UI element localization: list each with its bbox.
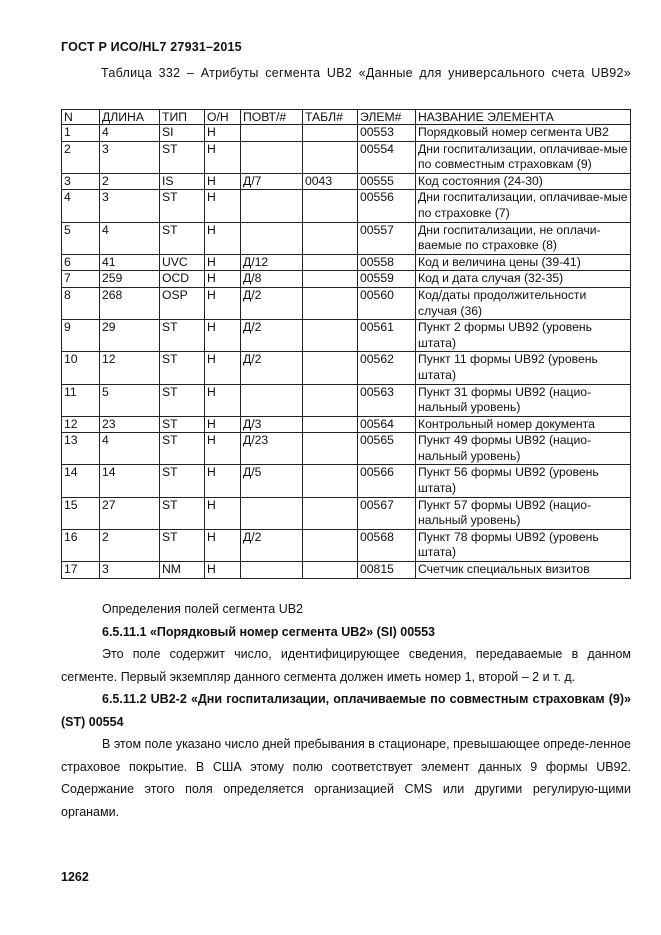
table-cell: Н (205, 562, 241, 579)
table-cell: 268 (100, 287, 160, 319)
table-cell: 6 (62, 254, 100, 271)
table-cell: 00553 (358, 125, 416, 142)
table-row (62, 125, 631, 142)
table-cell (241, 190, 303, 222)
table-cell (303, 352, 358, 384)
table-row (62, 352, 631, 384)
table-cell: 00556 (358, 190, 416, 222)
table-cell: 29 (100, 320, 160, 352)
table-row (62, 465, 631, 497)
table-cell: Пункт 49 формы UB92 (нацио-нальный уровень) (416, 433, 631, 465)
table-cell: 3 (100, 141, 160, 173)
table-cell (303, 433, 358, 465)
table-cell: ST (160, 433, 205, 465)
table-cell (241, 222, 303, 254)
table-cell: 00564 (358, 416, 416, 433)
table-cell: 3 (62, 173, 100, 190)
table-cell: Н (205, 254, 241, 271)
table-row (62, 173, 631, 190)
table-cell: Код и величина цены (39-41) (416, 254, 631, 271)
col-header-element-name: НАЗВАНИЕ ЭЛЕМЕНТА (416, 110, 631, 125)
table-cell: ST (160, 497, 205, 529)
table-cell: 00561 (358, 320, 416, 352)
table-cell: Дни госпитализации, не оплачи-ваемые по страховке (8) (416, 222, 631, 254)
table-cell (303, 190, 358, 222)
table-cell: 8 (62, 287, 100, 319)
table-cell: 00567 (358, 497, 416, 529)
table-cell: 15 (62, 497, 100, 529)
table-caption-text: Таблица 332 – Атрибуты сегмента UB2 «Данные для универсального счета UB92» (101, 66, 631, 80)
table-cell: Н (205, 125, 241, 142)
table-cell: Пункт 31 формы UB92 (нацио-нальный уровень) (416, 384, 631, 416)
table-cell (303, 320, 358, 352)
table-cell: Пункт 78 формы UB92 (уровень штата) (416, 529, 631, 561)
table-cell: Н (205, 433, 241, 465)
table-cell: 00555 (358, 173, 416, 190)
table-cell: Н (205, 497, 241, 529)
table-cell: 12 (100, 352, 160, 384)
col-header-n: N (62, 110, 100, 125)
table-cell: Н (205, 465, 241, 497)
table-cell: 14 (62, 465, 100, 497)
table-cell: 13 (62, 433, 100, 465)
table-cell: 1 (62, 125, 100, 142)
table-cell: 11 (62, 384, 100, 416)
table-cell: 3 (100, 562, 160, 579)
table-row (62, 384, 631, 416)
table-cell: ST (160, 190, 205, 222)
table-cell: IS (160, 173, 205, 190)
table-cell: 00554 (358, 141, 416, 173)
table-cell (303, 222, 358, 254)
table-row (62, 222, 631, 254)
table-cell: 16 (62, 529, 100, 561)
table-cell: Д/12 (241, 254, 303, 271)
table-cell: 4 (100, 222, 160, 254)
table-cell: 00563 (358, 384, 416, 416)
table-cell: 12 (62, 416, 100, 433)
table-row (62, 529, 631, 561)
table-cell (303, 562, 358, 579)
table-header-row (62, 110, 631, 125)
table-cell: Д/23 (241, 433, 303, 465)
table-cell: 2 (100, 173, 160, 190)
table-cell: Н (205, 271, 241, 288)
table-cell: 00565 (358, 433, 416, 465)
table-cell (303, 529, 358, 561)
col-header-length: ДЛИНА (100, 110, 160, 125)
table-cell: 4 (62, 190, 100, 222)
col-header-opt: О/Н (205, 110, 241, 125)
table-cell: 4 (100, 125, 160, 142)
section-6-5-11-2-title: 6.5.11.2 UB2-2 «Дни госпитализации, оплачиваемые по совместным страховкам (9)» (ST) 00554 (61, 692, 631, 729)
document-header: ГОСТ Р ИСО/HL7 27931–2015 (61, 40, 242, 54)
table-cell: Н (205, 287, 241, 319)
table-cell: Пункт 11 формы UB92 (уровень штата) (416, 352, 631, 384)
table-cell (241, 562, 303, 579)
section-6-5-11-1-title: 6.5.11.1 «Порядковый номер сегмента UB2» (SI) 00553 (102, 624, 436, 639)
table-cell: ST (160, 141, 205, 173)
attributes-table (61, 109, 631, 579)
table-cell: Д/8 (241, 271, 303, 288)
table-cell: 00557 (358, 222, 416, 254)
table-cell: Н (205, 320, 241, 352)
table-cell: Код и дата случая (32-35) (416, 271, 631, 288)
table-cell: 10 (62, 352, 100, 384)
col-header-element: ЭЛЕМ# (358, 110, 416, 125)
table-row (62, 271, 631, 288)
table-row (62, 141, 631, 173)
table-cell: 41 (100, 254, 160, 271)
table-cell: ST (160, 320, 205, 352)
section-6-5-11-2-text: В этом поле указано число дней пребывания в стационаре, превышающее опреде-ленное страховое покрытие. В США этому полю соответствует элемент данных 9 формы UB92. Содержание этого поля определяется организацией CMS или другими регулирую-щими органами. (61, 737, 631, 819)
table-cell: Д/7 (241, 173, 303, 190)
table-cell: 00558 (358, 254, 416, 271)
table-row (62, 433, 631, 465)
table-cell (303, 141, 358, 173)
table-row (62, 287, 631, 319)
table-cell: 2 (100, 529, 160, 561)
table-cell: 14 (100, 465, 160, 497)
table-cell (303, 254, 358, 271)
table-cell: UVC (160, 254, 205, 271)
table-cell: Пункт 56 формы UB92 (уровень штата) (416, 465, 631, 497)
table-cell: 00560 (358, 287, 416, 319)
table-cell: Контрольный номер документа (416, 416, 631, 433)
table-cell: 00562 (358, 352, 416, 384)
table-cell: Н (205, 173, 241, 190)
col-header-type: ТИП (160, 110, 205, 125)
table-cell: Дни госпитализации, оплачивае-мые по совместным страховкам (9) (416, 141, 631, 173)
table-cell: 3 (100, 190, 160, 222)
table-cell: ST (160, 529, 205, 561)
section-6-5-11-1-text: Это поле содержит число, идентифицирующее сведения, передаваемые в данном сегменте. Первый экземпляр данного сегмента должен иметь номер 1, второй – 2 и т. д. (61, 647, 631, 684)
table-cell: 2 (62, 141, 100, 173)
table-cell: 00566 (358, 465, 416, 497)
table-cell (241, 141, 303, 173)
table-cell: 259 (100, 271, 160, 288)
table-cell: Пункт 57 формы UB92 (нацио-нальный уровень) (416, 497, 631, 529)
table-row (62, 320, 631, 352)
table-cell: Д/3 (241, 416, 303, 433)
table-cell: OSP (160, 287, 205, 319)
table-cell: Д/2 (241, 529, 303, 561)
table-cell: 5 (62, 222, 100, 254)
table-cell (303, 271, 358, 288)
col-header-repeat: ПОВТ/# (241, 110, 303, 125)
table-cell: 5 (100, 384, 160, 416)
body-text (61, 598, 631, 823)
table-row (62, 562, 631, 579)
table-cell (303, 384, 358, 416)
table-cell: Д/2 (241, 352, 303, 384)
table-cell: Д/2 (241, 287, 303, 319)
table-cell: Пункт 2 формы UB92 (уровень штата) (416, 320, 631, 352)
table-row (62, 416, 631, 433)
table-cell: SI (160, 125, 205, 142)
definitions-heading: Определения полей сегмента UB2 (102, 602, 304, 616)
page-number: 1262 (61, 870, 89, 884)
table-cell: Д/2 (241, 320, 303, 352)
table-cell: Н (205, 190, 241, 222)
table-cell: ST (160, 384, 205, 416)
table-cell: 00559 (358, 271, 416, 288)
table-cell: Н (205, 416, 241, 433)
table-cell (303, 416, 358, 433)
table-cell: ST (160, 465, 205, 497)
table-cell: 17 (62, 562, 100, 579)
table-cell: Порядковый номер сегмента UB2 (416, 125, 631, 142)
table-cell (303, 125, 358, 142)
table-row (62, 497, 631, 529)
table-cell: 00815 (358, 562, 416, 579)
table-cell: Н (205, 141, 241, 173)
table-cell: 4 (100, 433, 160, 465)
table-cell: ST (160, 352, 205, 384)
table-cell: Н (205, 222, 241, 254)
table-cell: Код/даты продолжительности случая (36) (416, 287, 631, 319)
table-cell: NM (160, 562, 205, 579)
table-caption (61, 62, 631, 84)
table-row (62, 254, 631, 271)
table-cell: 9 (62, 320, 100, 352)
table-cell: Н (205, 384, 241, 416)
table-cell: 0043 (303, 173, 358, 190)
table-cell (303, 497, 358, 529)
col-header-table: ТАБЛ# (303, 110, 358, 125)
table-cell: Д/5 (241, 465, 303, 497)
table-cell: 23 (100, 416, 160, 433)
table-cell: Дни госпитализации, оплачивае-мые по страховке (7) (416, 190, 631, 222)
table-cell: ST (160, 416, 205, 433)
table-cell: Н (205, 352, 241, 384)
table-cell: Счетчик специальных визитов (416, 562, 631, 579)
table-cell (241, 384, 303, 416)
table-cell: 27 (100, 497, 160, 529)
table-cell: ST (160, 222, 205, 254)
table-cell: 00568 (358, 529, 416, 561)
table-cell (241, 125, 303, 142)
table-cell: Код состояния (24-30) (416, 173, 631, 190)
table-cell: OCD (160, 271, 205, 288)
table-cell (303, 287, 358, 319)
table-cell (241, 497, 303, 529)
table-cell: 7 (62, 271, 100, 288)
table-cell: Н (205, 529, 241, 561)
table-cell (303, 465, 358, 497)
table-row (62, 190, 631, 222)
